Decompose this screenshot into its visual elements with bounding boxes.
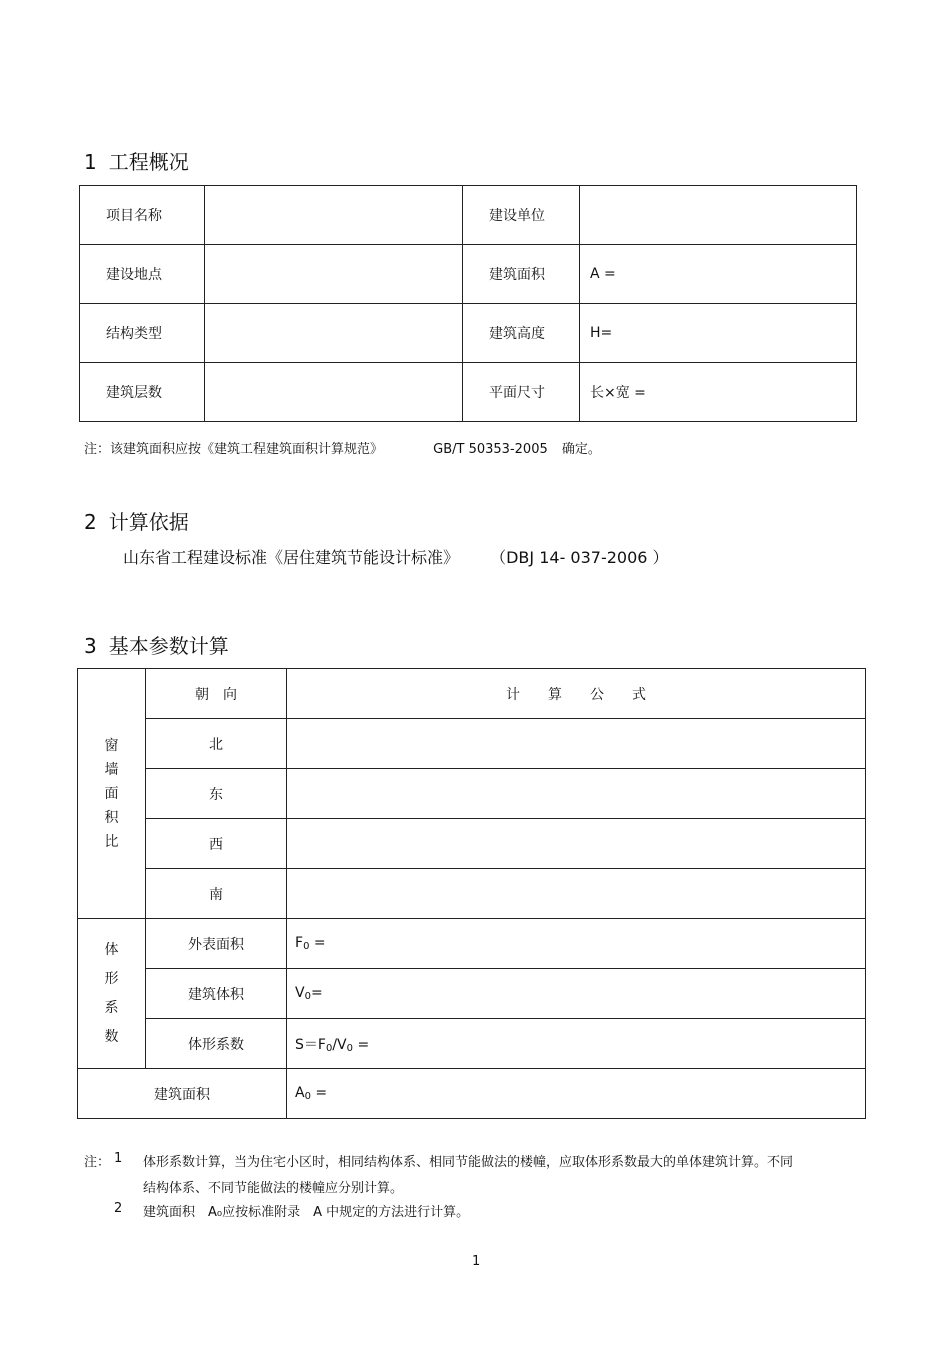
surface-area-formula: $F_0$ = [287,919,866,969]
note-2-text: 建筑面积 A₀应按标准附录 A 中规定的方法进行计算。 [143,1205,470,1220]
table-row [78,769,866,819]
table-row [80,186,857,245]
location-value [205,245,463,304]
formula-west [287,819,866,869]
vertical-char: 数 [104,1028,119,1045]
building-area-formula: $A_0$ = [287,1069,866,1119]
formula-header: 计 算 公 式 [287,669,866,719]
shape-coefficient-cell [78,919,146,1069]
volume-formula: $V_0=$ [287,969,866,1019]
table-row [78,719,866,769]
shape-coef-label: 体形系数 [146,1019,287,1069]
section-1-number: 1 [84,150,97,174]
floors-value [205,363,463,422]
note-prefix: 注：该建筑面积应按《建筑工程建筑面积计算规范》 [84,442,384,457]
project-name-value [205,186,463,245]
note-2-number: 2 [114,1201,123,1216]
project-overview-table [79,185,857,422]
basis-code: （DBJ 14- 037-2006 ） [490,548,669,567]
floors-label: 建筑层数 [80,363,205,422]
table-row [80,363,857,422]
vertical-char: 体 [104,941,119,958]
volume-label: 建筑体积 [146,969,287,1019]
building-height-label: 建筑高度 [463,304,580,363]
table-row [78,1069,866,1119]
project-name-label: 项目名称 [80,186,205,245]
parameter-table [77,668,866,1119]
section-3-number: 3 [84,634,97,658]
vertical-char: 墙 [104,761,119,778]
section-3-heading [84,630,229,659]
basis-line [123,545,669,568]
note-1-line-1: 体形系数计算，当为住宅小区时，相同结构体系、相同节能做法的楼幢，应取体形系数最大的单体建筑计算。不同 [143,1155,794,1170]
vertical-char: 窗 [104,737,119,754]
orientation-north: 北 [146,719,287,769]
formula-south [287,869,866,919]
section-1-title: 工程概况 [108,150,189,174]
table-row [78,819,866,869]
section-3-title: 基本参数计算 [108,634,229,658]
table-row [78,1019,866,1069]
formula-north [287,719,866,769]
surface-area-label: 外表面积 [146,919,287,969]
shape-coef-formula: $S=F_0/V_0$ = [287,1019,866,1069]
section-2-number: 2 [84,510,97,534]
location-label: 建设地点 [80,245,205,304]
section-2-title: 计算依据 [108,510,189,534]
orientation-header: 朝 向 [146,669,287,719]
building-height-value: H= [580,304,857,363]
vertical-char: 比 [104,833,119,850]
vertical-char: 系 [104,999,119,1016]
vertical-char: 形 [104,970,119,987]
vertical-char: 面 [104,785,119,802]
notes-prefix: 注： [84,1155,111,1170]
table-row [80,245,857,304]
builder-label: 建设单位 [463,186,580,245]
section-2-heading [84,506,189,535]
orientation-south: 南 [146,869,287,919]
plan-size-value: 长×宽 = [580,363,857,422]
builder-value [580,186,857,245]
table-row [80,304,857,363]
window-wall-ratio-cell [78,669,146,919]
basis-text: 山东省工程建设标准《居住建筑节能设计标准》 [123,548,460,567]
plan-size-label: 平面尺寸 [463,363,580,422]
note-1-line-2: 结构体系、不同节能做法的楼幢应分别计算。 [143,1181,404,1196]
table-row [78,669,866,719]
table-row [78,869,866,919]
table-row [78,969,866,1019]
table-row [78,919,866,969]
orientation-east: 东 [146,769,287,819]
floor-area-label: 建筑面积 [463,245,580,304]
note-suffix: 确定。 [561,442,601,457]
structure-type-value [205,304,463,363]
floor-area-value: A = [580,245,857,304]
orientation-west: 西 [146,819,287,869]
vertical-char: 积 [104,809,119,826]
structure-type-label: 结构类型 [80,304,205,363]
formula-east [287,769,866,819]
section-1-note [84,438,601,457]
note-code: GB/T 50353-2005 [433,442,548,457]
building-area-label: 建筑面积 [78,1069,287,1119]
page-number: 1 [472,1254,481,1269]
note-1-number: 1 [114,1151,123,1166]
section-1-heading [84,146,189,175]
